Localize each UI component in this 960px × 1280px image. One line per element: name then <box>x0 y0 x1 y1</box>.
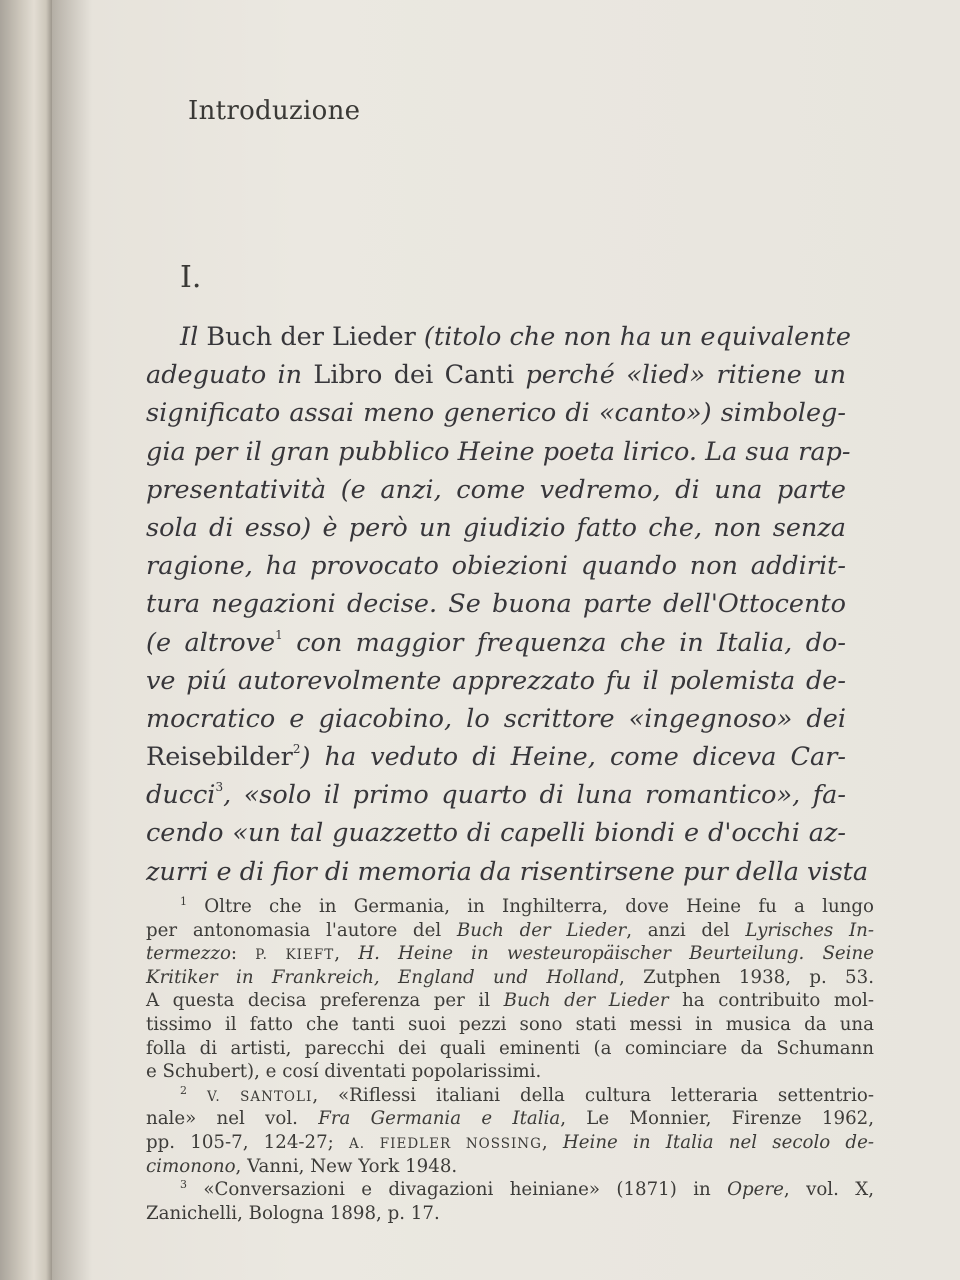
section-number: I. <box>180 260 202 295</box>
footnotes <box>146 895 874 1225</box>
footnote-2-line: $^2$ V. SANTOLI, «Riflessi italiani della cultura letteraria settentrio- <box>180 1083 874 1106</box>
body-line: zurri e di fior di memoria da risentirsene pur della vista <box>146 856 869 887</box>
footnote-1-line: e Schubert), e cosí diventati popolarissimi. <box>146 1061 542 1083</box>
body-line: presentatività (e anzi, come vedremo, di una parte <box>146 474 846 505</box>
chapter-title: Introduzione <box>188 96 361 126</box>
footnote-1-line: Kritiker in Frankreich, England und Holland, Zutphen 1938, p. 53. <box>146 966 874 988</box>
footnote-3-line: $^3$ «Conversazioni e divagazioni heiniane» (1871) in Opere, vol. X, <box>180 1178 874 1201</box>
footnote-mark-3: 3 <box>180 1178 187 1192</box>
body-line: Il Buch der Lieder (titolo che non ha un equivalente <box>180 322 851 352</box>
footnote-mark-1: 1 <box>180 895 187 908</box>
footnote-1-line: termezzo: P. KIEFT, H. Heine in westeuropäischer Beurteilung. Seine <box>146 943 874 965</box>
footnote-mark-2: 2 <box>180 1083 187 1097</box>
book-page <box>52 0 960 1280</box>
body-line: sola di esso) è però un giudizio fatto che, non senza <box>146 512 846 543</box>
footnote-2-line: cimonono, Vanni, New York 1948. <box>146 1155 458 1177</box>
body-line: cendo «un tal guazzetto di capelli biondi e d'occhi az- <box>146 818 846 849</box>
body-line: adeguato in Libro dei Canti perché «lied» ritiene un <box>146 360 846 391</box>
body-line: significato assai meno generico di «canto») simboleg- <box>146 398 846 429</box>
footnote-3-line: Zanichelli, Bologna 1898, p. 17. <box>146 1202 440 1224</box>
footnote-1-line: folla di artisti, parecchi dei quali eminenti (a cominciare da Schumann <box>146 1037 874 1059</box>
footnote-2-line: nale» nel vol. Fra Germania e Italia, Le Monnier, Firenze 1962, <box>146 1108 874 1130</box>
body-line: ve piú autorevolmente apprezzato fu il polemista de- <box>146 665 846 696</box>
footnote-1-line: $^1$ Oltre che in Germania, in Inghilterra, dove Heine fu a lungo <box>180 895 874 917</box>
footnote-1-line: per antonomasia l'autore del Buch der Lieder, anzi del Lyrisches In- <box>146 919 874 941</box>
body-line: Reisebilder$^2$) ha veduto di Heine, come diceva Car- <box>146 742 846 773</box>
footnote-ref-2[interactable]: 2 <box>292 742 301 757</box>
footnote-ref-1[interactable]: 1 <box>275 627 283 642</box>
body-line: ducci$^3$, «solo il primo quarto di luna romantico», fa- <box>146 780 846 811</box>
footnote-1-line: A questa decisa preferenza per il Buch der Lieder ha contribuito mol- <box>146 990 875 1012</box>
book-page-edges <box>0 0 52 1280</box>
body-line: ragione, ha provocato obiezioni quando non addirit- <box>146 551 846 582</box>
body-text <box>146 318 869 891</box>
footnote-2-line: pp. 105-7, 124-27; A. FIEDLER NOSSING, Heine in Italia nel secolo de- <box>146 1131 874 1153</box>
body-line: mocratico e giacobino, lo scrittore «ingegnoso» dei <box>146 703 846 734</box>
body-line: (e altrove$^1$ con maggior frequenza che in Italia, do- <box>146 627 846 658</box>
footnote-1-line: tissimo il fatto che tanti suoi pezzi sono stati messi in musica da una <box>146 1013 874 1035</box>
footnote-ref-3[interactable]: 3 <box>215 780 224 795</box>
body-line: gia per il gran pubblico Heine poeta lirico. La sua rap- <box>146 436 851 467</box>
body-line: tura negazioni decise. Se buona parte dell'Ottocento <box>146 589 846 620</box>
